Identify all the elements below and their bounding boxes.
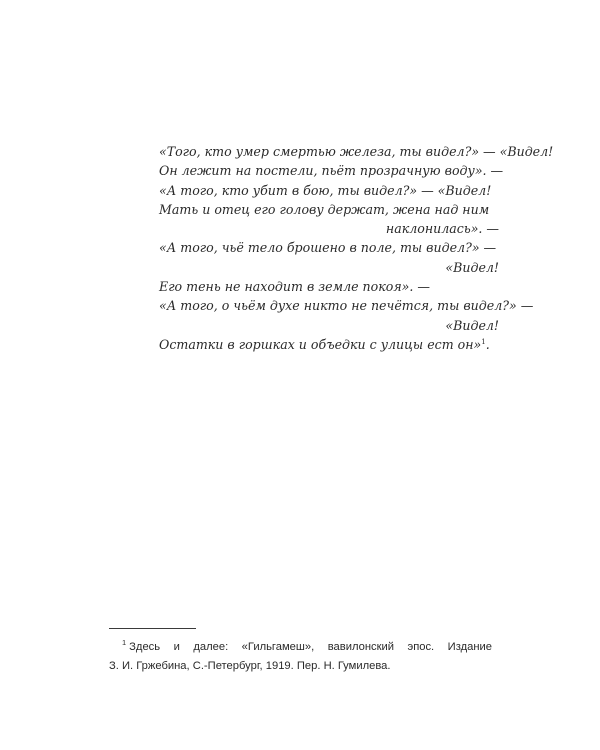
footnote — [109, 638, 492, 676]
final-period: . — [485, 336, 490, 352]
poem-line: Он лежит на постели, пьёт прозрачную воду». — — [159, 163, 504, 179]
poem-line-text: Остатки в горшках и объедки с улицы ест он» — [159, 336, 482, 352]
footnote-line-2: З. И. Гржебина, С.-Петербург, 1919. Пер. Н. Гумилева. — [109, 660, 391, 672]
poem-line: «А того, о чьём духе никто не печётся, ты видел?» — — [159, 298, 534, 314]
poem-line-continuation: «Видел! — [445, 317, 499, 333]
poem-line: «А того, чьё тело брошено в поле, ты видел?» — — [159, 240, 497, 256]
footnote-text-1: Здесь и далее: «Гильгамеш», вавилонский эпос. Издание — [129, 641, 492, 653]
footnote-line-1 — [109, 638, 492, 657]
footnote-reference[interactable]: 1 — [481, 337, 486, 346]
footnote-divider — [109, 628, 196, 629]
poem-line: «Того, кто умер смертью железа, ты видел?» — «Видел! — [159, 144, 554, 159]
poem-line: «А того, кто убит в бою, ты видел?» — «Видел! — [159, 182, 492, 198]
poem-line: Мать и отец его голову держат, жена над ним — [159, 201, 490, 217]
poem-line-last — [159, 335, 499, 354]
poem-block — [159, 142, 554, 354]
poem-line-continuation: «Видел! — [445, 259, 499, 275]
poem-line-continuation: наклонилась». — — [385, 221, 499, 237]
poem-line: Его тень не находит в земле покоя». — — [159, 279, 430, 295]
footnote-marker: 1 — [122, 638, 127, 648]
